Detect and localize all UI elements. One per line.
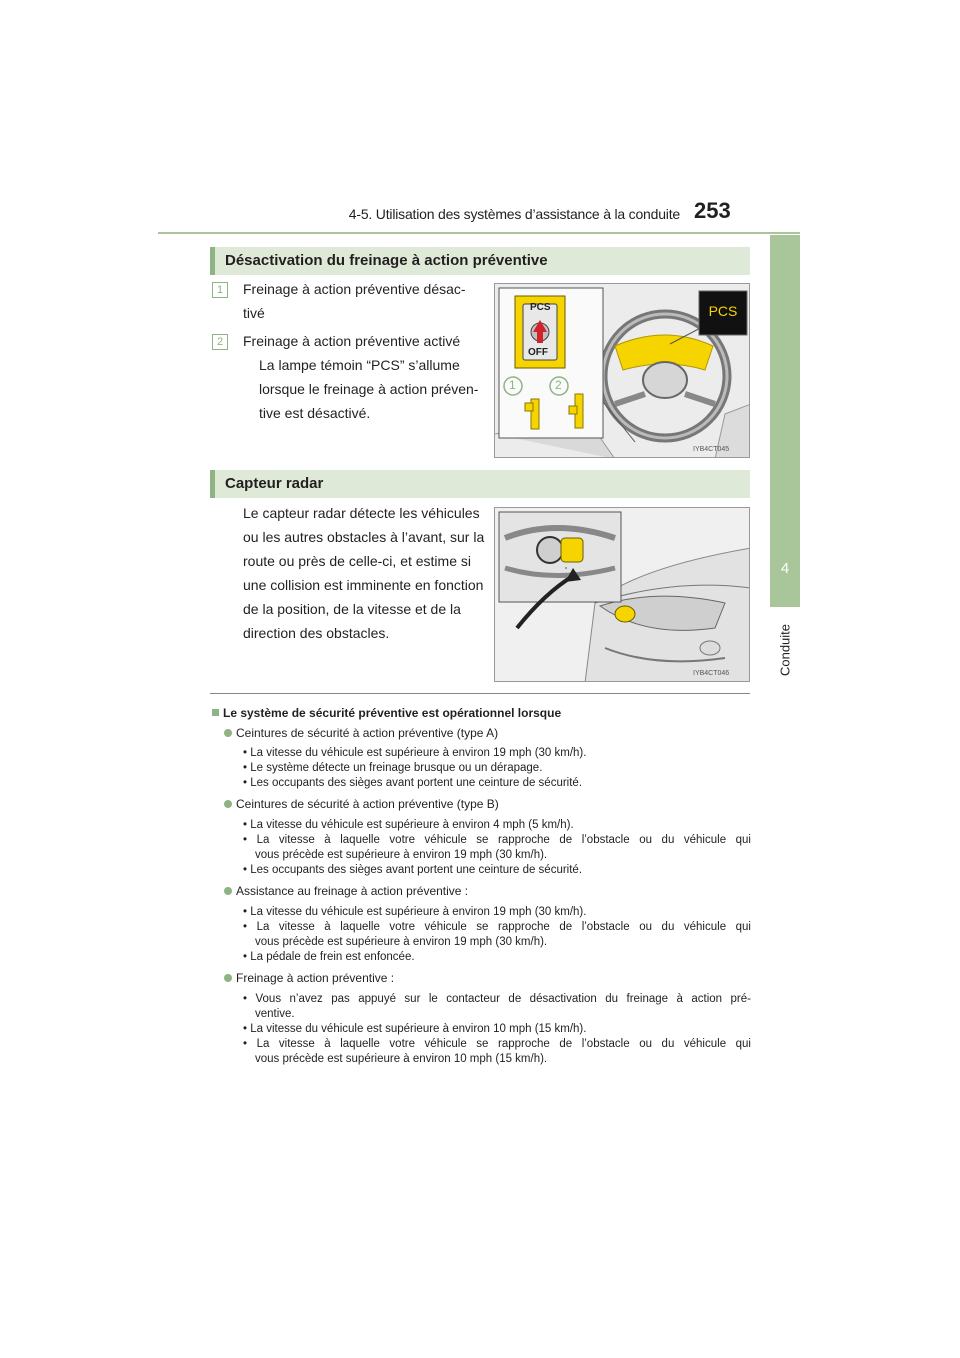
note-line2: lorsque le freinage à action préven- [259, 381, 479, 397]
chapter-label: Conduite [777, 623, 793, 677]
switch-label-off: OFF [528, 347, 548, 358]
list-item: vous précède est supérieure à environ 19 mph (30 km/h). [255, 936, 548, 948]
notes-heading-text: Le système de sécurité préventive est opérationnel lorsque [223, 706, 562, 720]
pcs-indicator-light: PCS [708, 303, 738, 319]
note-group-title [224, 726, 498, 740]
page-number: 253 [694, 198, 731, 223]
circle-bullet-icon [224, 729, 232, 737]
warning-light-note [259, 353, 493, 425]
radar-line: direction des obstacles. [243, 625, 390, 641]
notes-heading [212, 706, 561, 720]
radar-line: une collision est imminente en fonction [243, 577, 484, 593]
note-group-title [224, 971, 394, 985]
group-title-text: Freinage à action préventive : [236, 971, 395, 985]
pcs-switch-illustration [494, 283, 750, 458]
chapter-label-box [770, 620, 800, 680]
list-item: • La vitesse du véhicule est supérieure à environ 4 mph (5 km/h). [243, 819, 574, 831]
item-number-1: 1 [212, 282, 228, 298]
list-item: • La vitesse du véhicule est supérieure à environ 19 mph (30 km/h). [243, 906, 587, 918]
figure-callout-2: 2 [555, 378, 562, 392]
notes-divider [210, 693, 750, 694]
list-item: • La vitesse du véhicule est supérieure à environ 10 mph (15 km/h). [243, 1023, 587, 1035]
note-group-items [243, 746, 751, 791]
header-rule [158, 232, 800, 234]
radar-line: Le capteur radar détecte les véhicules [243, 505, 480, 521]
note-group-title [224, 884, 468, 898]
list-item: vous précède est supérieure à environ 10 mph (15 km/h). [255, 1053, 548, 1065]
list-item: vous précède est supérieure à environ 19 mph (30 km/h). [255, 849, 548, 861]
section-heading-radar: Capteur radar [210, 470, 750, 498]
radar-line: route ou près de celle-ci, et estime si [243, 553, 471, 569]
radar-line: ou les autres obstacles à l’avant, sur la [243, 529, 485, 545]
list-item: • Vous n’avez pas appuyé sur le contacteur de désactivation du freinage à action pré- [243, 993, 751, 1005]
circle-bullet-icon [224, 887, 232, 895]
circle-bullet-icon [224, 800, 232, 808]
note-group-title [224, 797, 499, 811]
note-group-items [243, 905, 751, 965]
item-1-line2: tivé [243, 305, 265, 321]
list-item: • Les occupants des sièges avant portent une ceinture de sécurité. [243, 864, 583, 876]
figure-code: IYB4CT046 [693, 670, 730, 677]
switch-label-pcs: PCS [530, 302, 551, 313]
note-line1: La lampe témoin “PCS” s’allume [259, 357, 460, 373]
radar-sensor-illustration [494, 507, 750, 682]
list-item: • La vitesse à laquelle votre véhicule se rapproche de l’obstacle ou du véhicule qui [243, 921, 751, 933]
figure-callout-1: 1 [509, 378, 516, 392]
running-header: 4-5. Utilisation des systèmes d’assistance à la conduite [348, 206, 680, 222]
group-title-text: Ceintures de sécurité à action préventive (type B) [236, 797, 499, 811]
circle-bullet-icon [224, 974, 232, 982]
list-item: • La pédale de frein est enfoncée. [243, 951, 415, 963]
group-title-text: Assistance au freinage à action préventive : [236, 884, 469, 898]
radar-line: de la position, de la vitesse et de la [243, 601, 461, 617]
list-item: • Les occupants des sièges avant portent une ceinture de sécurité. [243, 777, 583, 789]
list-item: • Le système détecte un freinage brusque ou un dérapage. [243, 762, 543, 774]
note-group-items [243, 818, 751, 878]
group-title-text: Ceintures de sécurité à action préventive (type A) [236, 726, 499, 740]
chapter-tab [770, 235, 800, 607]
radar-description [243, 501, 493, 645]
note-line3: tive est désactivé. [259, 405, 371, 421]
item-1-line1: Freinage à action préventive désac- [243, 281, 466, 297]
item-2-text: Freinage à action préventive activé [243, 333, 461, 349]
item-1-text [243, 277, 493, 325]
figure-code: IYB4CT045 [693, 446, 730, 453]
note-group-items [243, 992, 751, 1067]
section-heading-pcs-off: Désactivation du freinage à action préventive [210, 247, 750, 275]
list-item: • La vitesse à laquelle votre véhicule se rapproche de l’obstacle ou du véhicule qui [243, 1038, 751, 1050]
list-item: • La vitesse à laquelle votre véhicule se rapproche de l’obstacle ou du véhicule qui [243, 834, 751, 846]
square-bullet-icon [212, 709, 219, 716]
chapter-number: 4 [780, 560, 790, 577]
car-front-drawing [495, 508, 750, 682]
list-item: • La vitesse du véhicule est supérieure à environ 19 mph (30 km/h). [243, 747, 587, 759]
list-item: ventive. [255, 1008, 295, 1020]
item-number-2: 2 [212, 334, 228, 350]
